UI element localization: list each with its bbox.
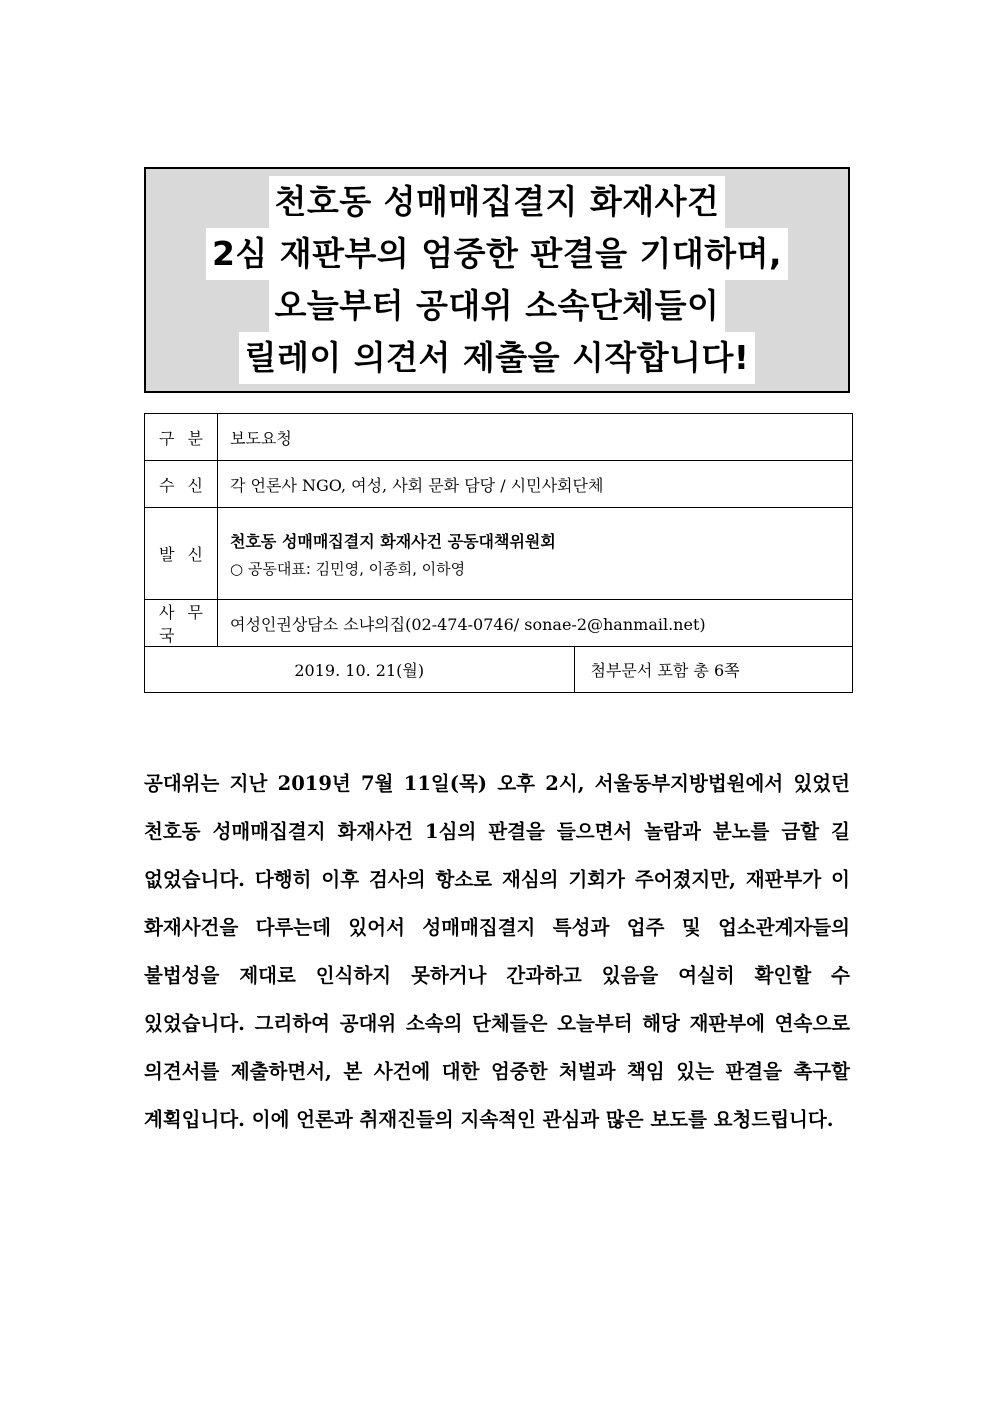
sender-reps: ○ 공동대표: 김민영, 이종희, 이하영	[230, 559, 466, 578]
sender-value-cell	[218, 508, 853, 600]
recipient-value: 각 언론사 NGO, 여성, 사회 문화 담당 / 시민사회단체	[218, 461, 853, 508]
title-line-2: 2심 재판부의 엄중한 판결을 기대하며,	[206, 228, 788, 280]
category-label: 구 분	[159, 428, 203, 448]
sender-label-cell	[145, 508, 218, 600]
body-paragraph: 공대위는 지난 2019년 7월 11일(목) 오후 2시, 서울동부지방법원에서 있었던 천호동 성매매집결지 화재사건 1심의 판결을 들으면서 놀람과 분노를 금할 길 없었습니다. 다행히 이후 검사의 항소로 재심의 기회가 주어졌지만, 재판부가 이 화재사건을 다루는데 있어서 성매매집결지 특성과 업주 및 업소관계자들의 불법성을 제대로 인식하지 못하거나 간과하고 있음을 여실히 확인할 수 있었습니다. 그리하여 공대위 소속의 단체들은 오늘부터 해당 재판부에 연속으로 의견서를 제출하면서, 본 사건에 대한 엄중한 처벌과 책임 있는 판결을 촉구할 계획입니다. 이에 언론과 취재진들의 지속적인 관심과 많은 보도를 요청드립니다.	[144, 772, 850, 1131]
attachment-info: 첨부문서 포함 총 6쪽	[574, 647, 853, 693]
recipient-label-cell	[145, 461, 218, 508]
row-category	[145, 414, 853, 461]
title-line-3: 오늘부터 공대위 소속단체들이	[269, 280, 726, 332]
date: 2019. 10. 21(월)	[145, 647, 575, 693]
title-line-1: 천호동 성매매집결지 화재사건	[269, 176, 726, 228]
recipient-label: 수 신	[159, 475, 203, 495]
category-value: 보도요청	[218, 414, 853, 461]
row-sender	[145, 508, 853, 600]
office-value: 여성인권상담소 소냐의집(02-474-0746/ sonae-2@hanmail.net)	[218, 600, 853, 647]
title-box	[144, 167, 850, 393]
row-footer	[145, 647, 853, 693]
row-office	[145, 600, 853, 647]
title-line-4: 릴레이 의견서 제출을 시작합니다!	[239, 332, 756, 384]
row-recipient	[145, 461, 853, 508]
office-label: 사 무 국	[159, 603, 203, 645]
sender-label: 발 신	[159, 545, 203, 564]
info-table	[144, 413, 853, 693]
office-label-cell	[145, 600, 218, 647]
sender-name: 천호동 성매매집결지 화재사건 공동대책위원회	[230, 531, 556, 551]
category-label-cell	[145, 414, 218, 461]
